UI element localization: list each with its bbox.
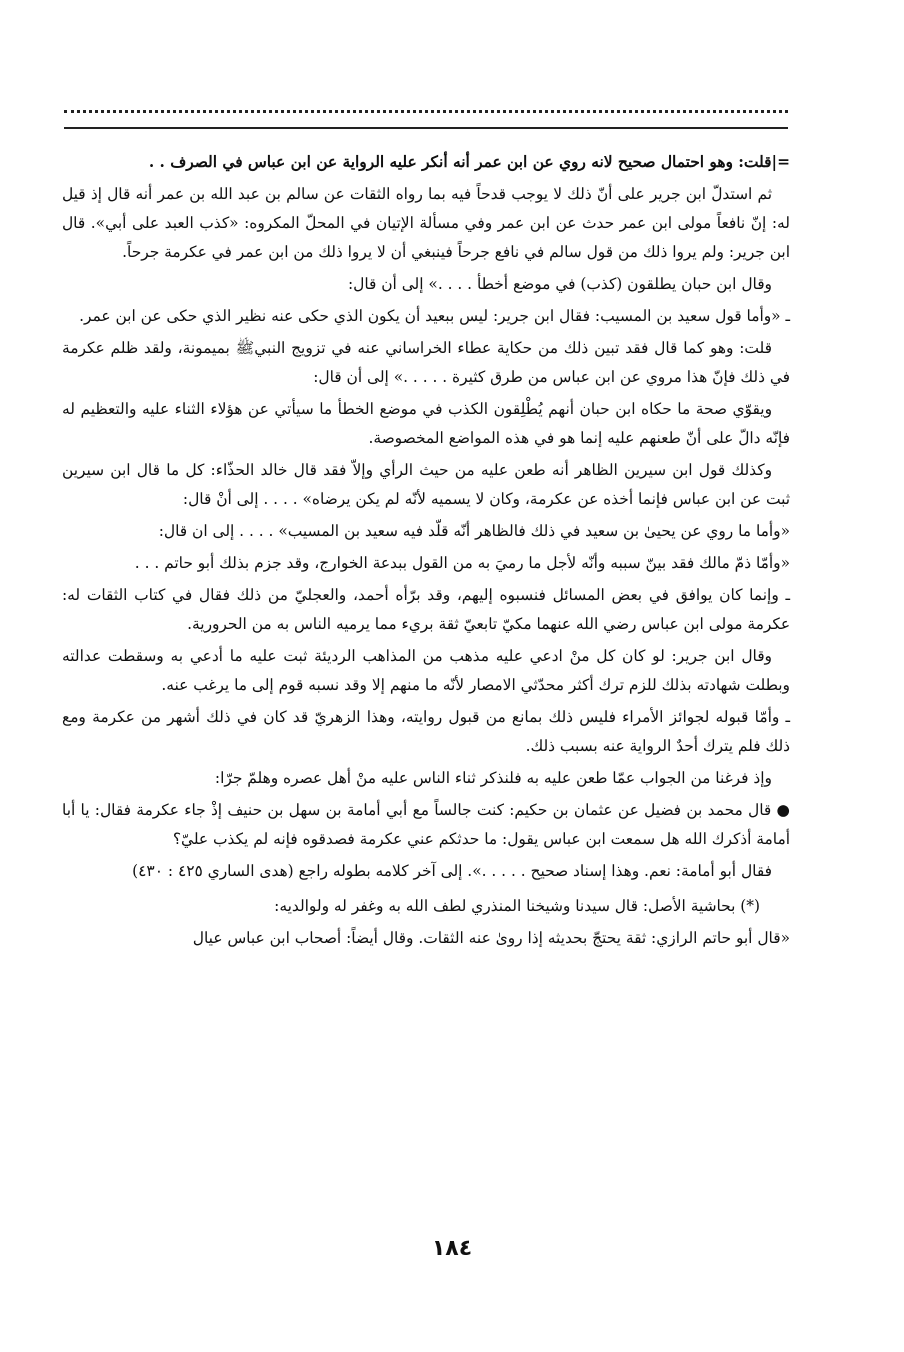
paragraph-15: فقال أبو أمامة: نعم. وهذا إسناد صحيح . . . . .». إلى آخر كلامه بطوله راجع (هدى الساري ٤٢٥ : ٤٣٠) — [132, 862, 772, 880]
paragraph-3: وقال ابن حبان يطلقون (كذب) في موضع أخطأ . . . .» إلى أن قال: — [347, 275, 772, 293]
paragraph-4: ـ «وأما قول سعيد بن المسيب: فقال ابن جرير: ليس ببعيد أن يكون الذي حكى عنه نظير الذي حكى عن ابن عمر. — [79, 307, 790, 325]
paragraph-6: ويقوّي صحة ما حكاه ابن حبان أنهم يُطْلِقون الكذب في موضع الخطأ ما سيأتي عن هؤلاء الثناء عليه والتعظيم له فإنّه دالّ على أنّ طعنهم عليه إنما هو في هذه المواضع المخصوصة. — [62, 400, 790, 447]
paragraph-11: وقال ابن جرير: لو كان كل منْ ادعي عليه مذهب من المذاهب الرديئة ثبت عليه ما أدعي به وسقطت عدالته وبطلت شهادته بذلك للزم ترك أكثر محدّثي الامصار لأنّه ما منهم إلا وقد نسبه قوم إلى ما يرغب عنه. — [62, 647, 790, 694]
paragraph-13: وإذ فرغنا من الجواب عمّا طعن عليه به فلنذكر ثناء الناس عليه منْ أهل عصره وهلمّ جرّا: — [214, 769, 772, 787]
page-body — [62, 148, 790, 956]
page-number: ١٨٤ — [431, 1236, 473, 1261]
header-rule — [64, 127, 788, 129]
paragraph-10: ـ وإنما كان يوافق في بعض المسائل فنسبوه إليهم، وقد برّأه أحمد، والعجليّ من ذلك فقال في كتاب الثقات له: عكرمة مولى ابن عباس رضي الله عنهما مكيّ تابعيّ ثقة بريء مما يرميه الناس به من الحرورية. — [62, 586, 790, 633]
dotted-separator — [64, 110, 788, 113]
paragraph-5: قلت: وهو كما قال فقد تبين ذلك من حكاية عطاء الخراساني عنه في تزويج النبيﷺ بميمونة، ولقد ظلم عكرمة في ذلك فإنّ هذا مروي عن ابن عباس من طرق كثيرة . . . . .» إلى أن قال: — [62, 339, 790, 386]
paragraph-14: ● قال محمد بن فضيل عن عثمان بن حكيم: كنت جالساً مع أبي أمامة بن سهل بن حنيف إذْ جاء عكرمة فقال: يا أبا أمامة أذكرك الله هل سمعت ابن عباس يقول: ما حدثكم عني عكرمة فصدقوه فإنه لم يكذب عليّ؟ — [62, 801, 790, 848]
footnote-heading: (*) بحاشية الأصل: قال سيدنا وشيخنا المنذري لطف الله به وغفر له ولوالديه: — [274, 897, 760, 915]
paragraph-7: وكذلك قول ابن سيرين الظاهر أنه طعن عليه من حيث الرأي وإلاّ فقد قال خالد الحذّاء: كل ما قال ابن سيرين ثبت عن ابن عباس فإنما أخذه عن عكرمة، وكان لا يسميه لأنّه لم يكن يرضاه» . . . . إلى أنْ قال: — [62, 461, 790, 508]
paragraph-12: ـ وأمّا قبوله لجوائز الأمراء فليس ذلك بمانع من قبول روايته، وهذا الزهريّ قد كان في ذلك أشهر من عكرمة ومع ذلك فلم يترك أحدٌ الرواية عنه بسبب ذلك. — [62, 708, 790, 755]
paragraph-9: «وأمّا ذمّ مالك فقد بينّ سببه وأنّه لأجل ما رميَ به من القول ببدعة الخوارج، وقد جزم بذلك أبو حاتم . . . — [134, 554, 790, 572]
paragraph-2: ثم استدلّ ابن جرير على أنّ ذلك لا يوجب قدحاً فيه بما رواه الثقات عن سالم بن عبد الله بن عمر أنه قال إذ قيل له: إنّ نافعاً مولى ابن عمر حدث عن ابن عمر وفي مسألة الإتيان في المحلّ المكروه: «كذب العبد على أبي». قال ابن جرير: ولم يروا ذلك من قول سالم في نافع جرحاً فينبغي أن لا يروا ذلك من ابن عمر في عكرمة جرحاً. — [62, 185, 790, 261]
paragraph-1: =|قلت: وهو احتمال صحيح لانه روي عن ابن عمر أنه أنكر عليه الرواية عن ابن عباس في الصرف . . — [148, 153, 790, 171]
footnote-text: «قال أبو حاتم الرازي: ثقة يحتجّ بحديثه إذا روىٰ عنه الثقات. وقال أيضاً: أصحاب ابن عباس عيال — [192, 929, 790, 947]
paragraph-8: «وأما ما روي عن يحيىٰ بن سعيد في ذلك فالظاهر أنّه قلّد فيه سعيد بن المسيب» . . . . إلى ان قال: — [158, 522, 790, 540]
